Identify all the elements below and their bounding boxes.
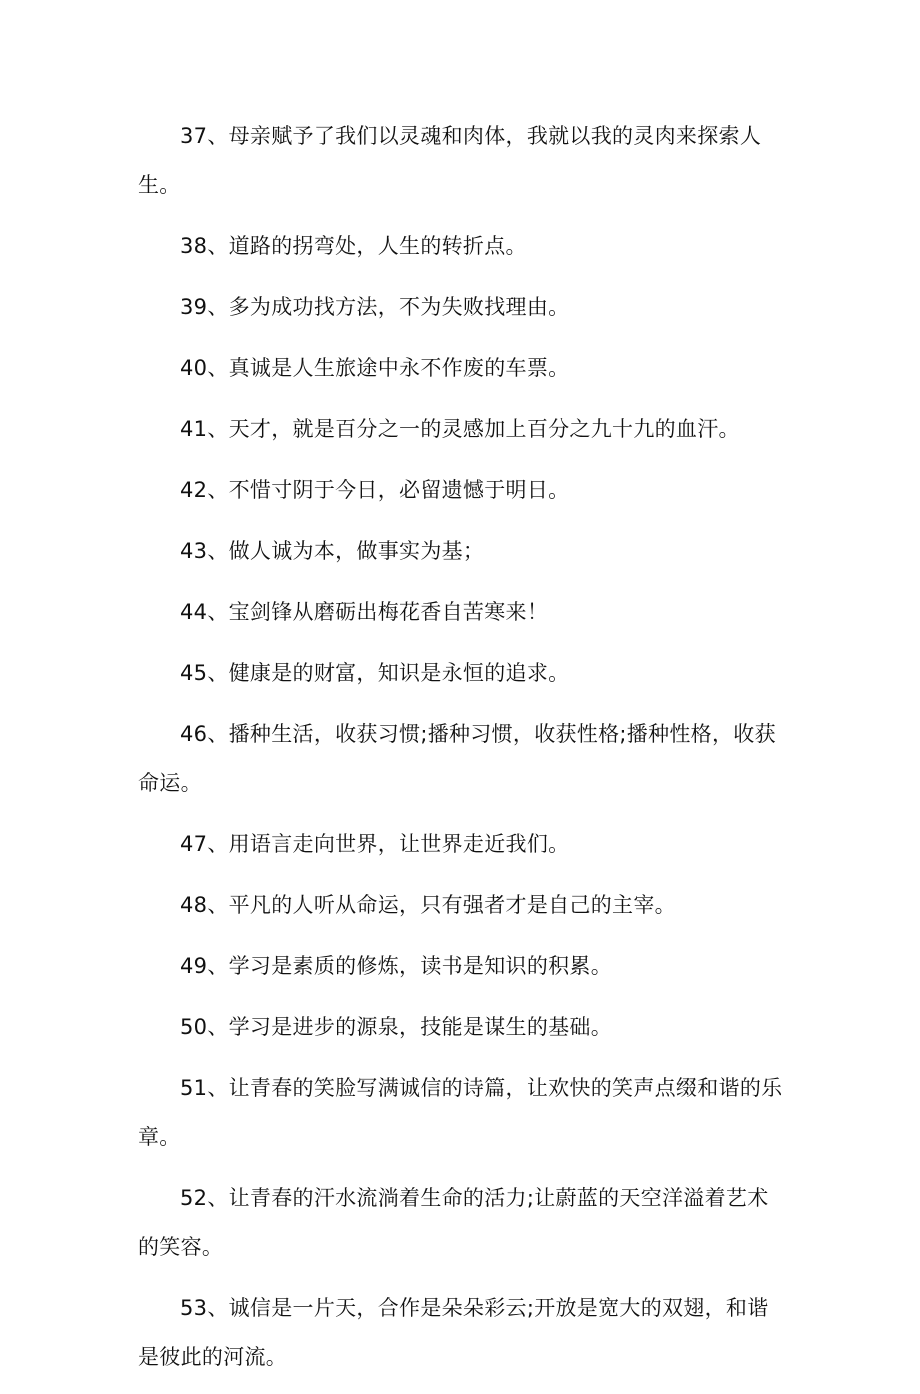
quote-41: 41、天才，就是百分之一的灵感加上百分之九十九的血汗。 — [180, 417, 740, 441]
quote-49: 49、学习是素质的修炼，读书是知识的积累。 — [180, 954, 613, 978]
quote-53: 53、诚信是一片天，合作是朵朵彩云;开放是宽大的双翅，和谐是彼此的河流。 — [138, 1296, 769, 1369]
quote-48: 48、平凡的人听从命运，只有强者才是自己的主宰。 — [180, 893, 676, 917]
quote-45: 45、健康是的财富，知识是永恒的追求。 — [180, 661, 570, 685]
quote-42: 42、不惜寸阴于今日，必留遗憾于明日。 — [180, 478, 570, 502]
quote-52: 52、让青春的汗水流淌着生命的活力;让蔚蓝的天空洋溢着艺术的笑容。 — [138, 1186, 769, 1259]
quote-37: 37、母亲赋予了我们以灵魂和肉体，我就以我的灵肉来探索人生。 — [138, 124, 762, 197]
quote-50: 50、学习是进步的源泉，技能是谋生的基础。 — [180, 1015, 613, 1039]
quote-43: 43、做人诚为本，做事实为基； — [180, 539, 485, 563]
quote-44: 44、宝剑锋从磨砺出梅花香自苦寒来！ — [180, 600, 549, 624]
quote-38: 38、道路的拐弯处，人生的转折点。 — [180, 234, 527, 258]
quote-40: 40、真诚是人生旅途中永不作废的车票。 — [180, 356, 570, 380]
quote-47: 47、用语言走向世界，让世界走近我们。 — [180, 832, 570, 856]
quote-51: 51、让青春的笑脸写满诚信的诗篇，让欢快的笑声点缀和谐的乐章。 — [138, 1076, 783, 1149]
quote-46: 46、播种生活，收获习惯;播种习惯，收获性格;播种性格，收获命运。 — [138, 722, 776, 795]
quote-39: 39、多为成功找方法，不为失败找理由。 — [180, 295, 570, 319]
quote-list — [138, 112, 783, 1394]
